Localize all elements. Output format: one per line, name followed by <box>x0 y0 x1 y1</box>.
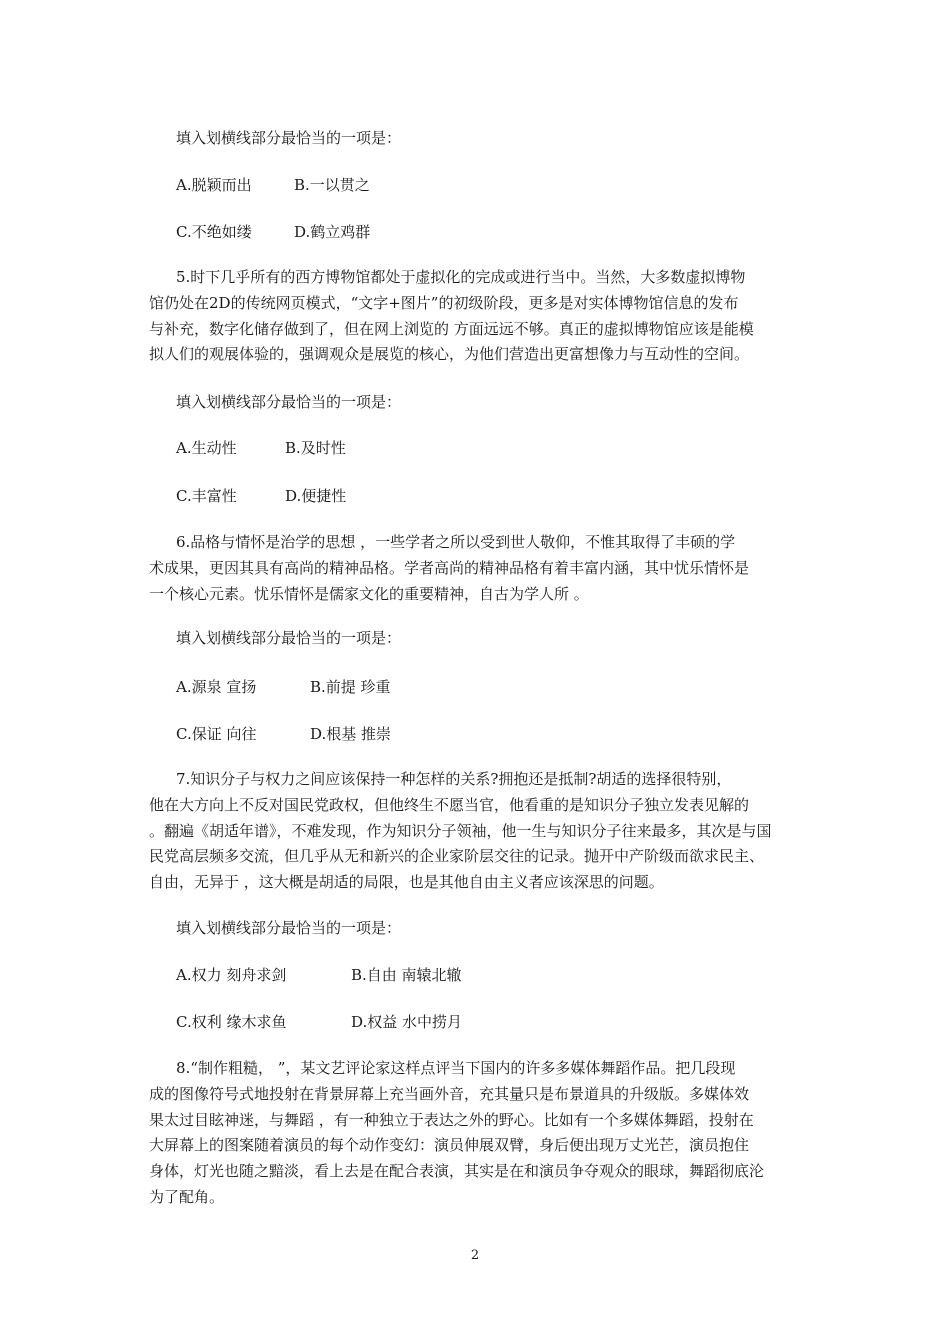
q4-option-b: B.一以贯之 <box>294 176 370 194</box>
q8-passage-rest: 成的图像符号式地投射在背景屏幕上充当画外音，充其量只是布景道具的升级版。多媒体效 果太过目眩神迷，与舞蹈 ，有一种独立于表达之外的野心。比如有一个多媒体舞蹈，投射在 大屏幕上的图案随着演员的每个动作变幻：演员伸展双臂，身后便出现万丈光芒，演员抱住 身体，灯光也随之黯淡，看上去是在配合表演，其实是在和演员争夺观众的眼球，舞蹈彻底沦 为了配角。 <box>149 1084 765 1206</box>
q7-prompt: 填入划横线部分最恰当的一项是： <box>176 919 402 937</box>
q7-option-d: D.权益 水中捞月 <box>351 1013 463 1031</box>
q6-passage <box>149 530 806 607</box>
q6-options-row-1 <box>176 677 391 697</box>
q5-options-row-2 <box>176 486 346 506</box>
q6-option-b: B.前提 珍重 <box>310 678 391 696</box>
q5-first-line: 5.时下几乎所有的西方博物馆都处于虚拟化的完成或进行当中。当然，大多数虚拟博物 <box>176 268 746 286</box>
q6-passage-rest: 术成果，更因其具有高尚的精神品格。学者高尚的精神品格有着丰富内涵，其中忧乐情怀是 一个核心元素。忧乐情怀是儒家文化的重要精神，自古为学人所 。 <box>149 558 750 603</box>
q5-options-row-1 <box>176 438 346 458</box>
q4-options-row-2 <box>176 222 370 242</box>
q6-option-c: C.保证 向往 <box>176 725 257 743</box>
q7-first-line: 7.知识分子与权力之间应该保持一种怎样的关系?拥抱还是抵制?胡适的选择很特别， <box>176 770 732 788</box>
page-number: 2 <box>470 1248 480 1263</box>
q7-options-row-2 <box>176 1012 462 1032</box>
q6-option-a: A.源泉 宣扬 <box>176 678 257 696</box>
q7-passage <box>149 767 806 896</box>
q6-option-d: D.根基 推崇 <box>310 725 392 743</box>
q5-option-b: B.及时性 <box>285 439 346 457</box>
q4-option-a: A.脱颖而出 <box>176 176 252 194</box>
q7-option-c: C.权利 缘木求鱼 <box>176 1013 287 1031</box>
q8-first-line: 8.“制作粗糙， ”，某文艺评论家这样点评当下国内的许多多媒体舞蹈作品。把几段现 <box>176 1059 736 1077</box>
q4-options-row-1 <box>176 175 370 195</box>
q5-option-a: A.生动性 <box>176 439 237 457</box>
q7-options-row-1 <box>176 965 462 985</box>
q5-passage <box>149 265 806 368</box>
q6-first-line: 6.品格与情怀是治学的思想 ，一些学者之所以受到世人敬仰，不惟其取得了丰硕的学 <box>176 533 736 551</box>
q7-option-a: A.权力 刻舟求剑 <box>176 966 287 984</box>
q5-passage-rest: 馆仍处在2D的传统网页模式，“文字+图片”的初级阶段，更多是对实体博物馆信息的发布 与补充，数字化储存做到了，但在网上浏览的 方面远远不够。真正的虚拟博物馆应该是能模 拟人们的观展体验的，强调观众是展览的核心，为他们营造出更富想像力与互动性的空间。 <box>149 293 754 364</box>
q6-options-row-2 <box>176 724 391 744</box>
q7-passage-rest: 他在大方向上不反对国民党政权，但他终生不愿当官，他看重的是知识分子独立发表见解的 。翻遍《胡适年谱》，不难发现，作为知识分子领袖，他一生与知识分子往来最多，其次是与国 民党高层频多交流，但几乎从无和新兴的企业家阶层交往的记录。抛开中产阶级而欲求民主、 自由，无异于 ，这大概是胡适的局限，也是其他自由主义者应该深思的问题。 <box>149 795 772 892</box>
q4-prompt: 填入划横线部分最恰当的一项是： <box>176 129 402 147</box>
q7-option-b: B.自由 南辕北辙 <box>351 966 462 984</box>
q4-option-d: D.鹤立鸡群 <box>294 223 371 241</box>
q8-passage <box>149 1056 806 1211</box>
q4-option-c: C.不绝如缕 <box>176 223 252 241</box>
q5-option-d: D.便捷性 <box>285 487 347 505</box>
q5-option-c: C.丰富性 <box>176 487 237 505</box>
q5-prompt: 填入划横线部分最恰当的一项是： <box>176 393 402 411</box>
q6-prompt: 填入划横线部分最恰当的一项是： <box>176 629 402 647</box>
